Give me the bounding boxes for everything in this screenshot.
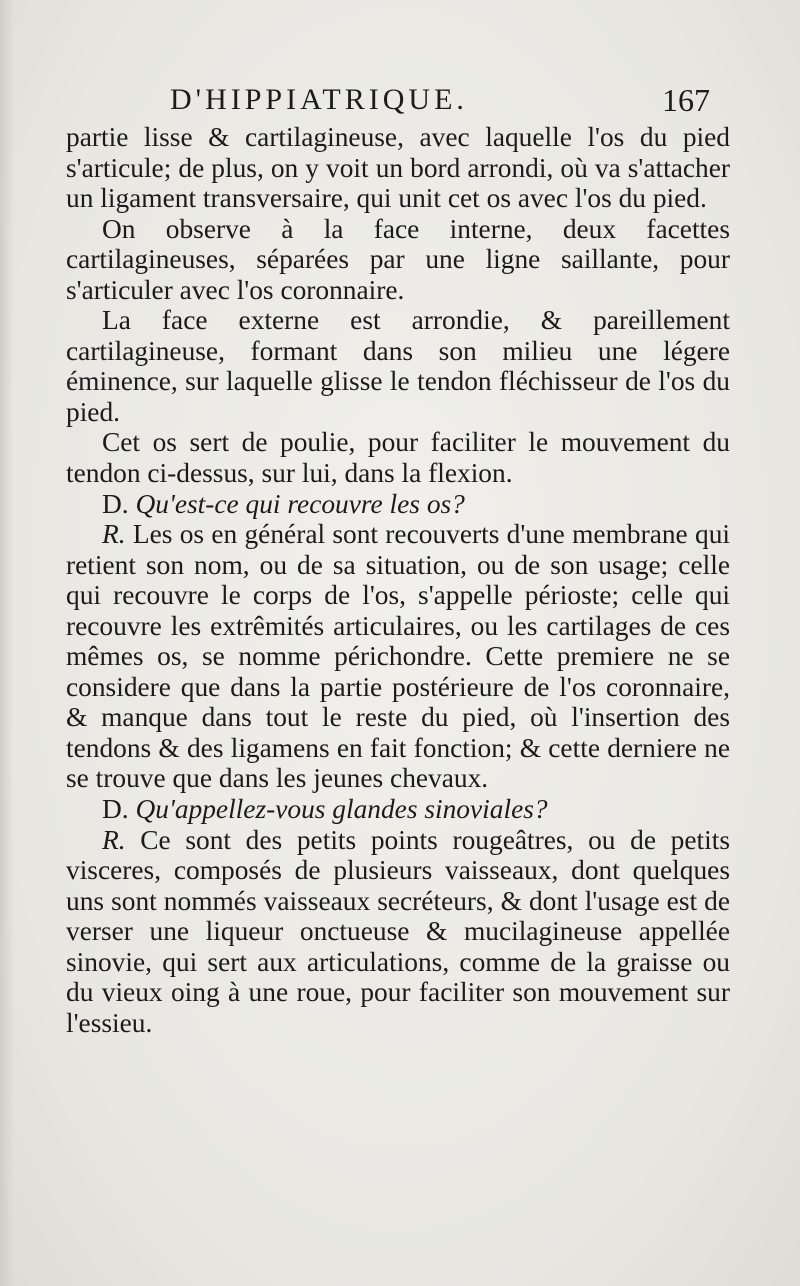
answer-1-label: R. — [102, 519, 126, 550]
question-2-label: D. — [102, 794, 129, 825]
running-title: D'HIPPIATRIQUE. — [170, 83, 468, 116]
question-1 — [66, 489, 730, 520]
answer-2 — [66, 825, 730, 1039]
answer-2-label: R. — [102, 824, 126, 855]
body-text — [66, 122, 730, 1038]
answer-1 — [66, 519, 730, 794]
question-1-text: Qu'est-ce qui recouvre les os? — [135, 488, 465, 519]
question-2 — [66, 794, 730, 825]
page-header — [170, 78, 710, 122]
paragraph-pulley: Cet os sert de poulie, pour faciliter le mouvement du tendon ci-dessus, sur lui, dans la flexion. — [66, 427, 730, 489]
paragraph-external-face: La face externe est arrondie, & pareillement cartilagineuse, formant dans son milieu une légere éminence, sur laquelle glisse le tendon fléchisseur de l'os du pied. — [66, 305, 730, 427]
question-2-text: Qu'appellez-vous glandes sinoviales? — [135, 794, 548, 825]
page-edge-shadow — [0, 0, 14, 1286]
answer-1-text: Les os en général sont recouverts d'une membrane qui retient son nom, ou de sa situation, ou de son usage; celle qui recouvre le corps de l'os, s'appelle périoste; celle qui recouvre les extrêmités articulaires, ou les cartilages de ces mêmes os, se nomme périchondre. Cette premiere ne se considere que dans la partie postérieure de l'os coronnaire, & manque dans tout le reste du pied, où l'insertion des tendons & des ligamens en fait fonction; & cette derniere ne se trouve que dans les jeunes chevaux. — [66, 519, 730, 794]
paragraph-continuation: partie lisse & cartilagineuse, avec laquelle l'os du pied s'articule; de plus, on y voit un bord arrondi, où va s'attacher un ligament transversaire, qui unit cet os avec l'os du pied. — [66, 122, 730, 214]
question-1-label: D. — [102, 488, 129, 519]
answer-2-text: Ce sont des petits points rougeâtres, ou de petits visceres, composés de plusieurs vaisseaux, dont quelques uns sont nommés vaisseaux secréteurs, & dont l'usage est de verser une liqueur onctueuse & mucilagineuse appellée sinovie, qui sert aux articulations, comme de la graisse ou du vieux oing à une roue, pour faciliter son mouvement sur l'essieu. — [66, 824, 730, 1038]
paragraph-internal-face: On observe à la face interne, deux facettes cartilagineuses, séparées par une ligne saillante, pour s'articuler avec l'os coronnaire. — [66, 213, 730, 305]
page-number: 167 — [662, 82, 710, 118]
